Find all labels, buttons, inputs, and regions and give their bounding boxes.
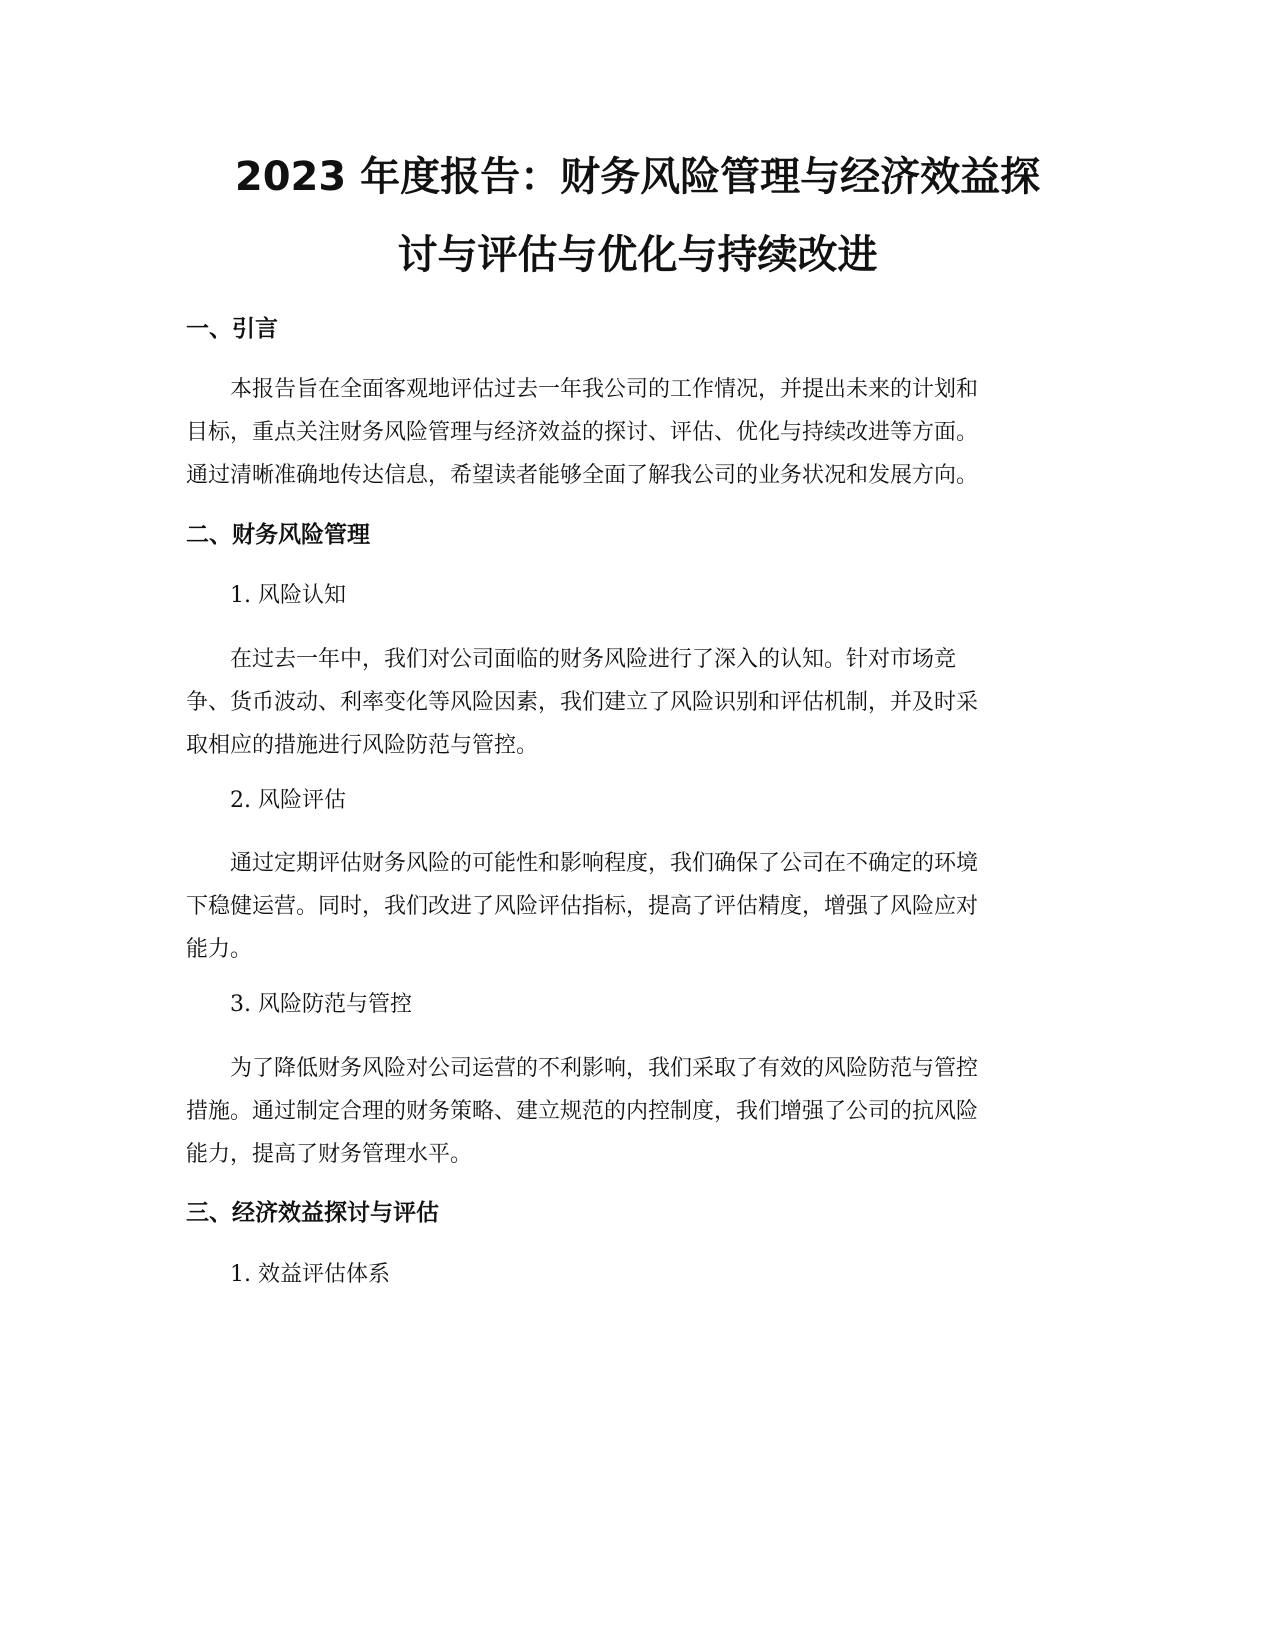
section-heading-economic-benefits: 三、经济效益探讨与评估 xyxy=(186,1200,439,1226)
subheading-risk-assessment: 2. 风险评估 xyxy=(230,788,346,813)
paragraph-line: 通过清晰准确地传达信息，希望读者能够全面了解我公司的业务状况和发展方向。 xyxy=(186,463,979,488)
paragraph-line: 通过定期评估财务风险的可能性和影响程度，我们确保了公司在不确定的环境 xyxy=(230,851,979,876)
section-heading-financial-risk: 二、财务风险管理 xyxy=(186,522,370,548)
subheading-benefit-evaluation-system: 1. 效益评估体系 xyxy=(230,1262,390,1287)
risk-awareness-paragraph xyxy=(186,638,1086,767)
paragraph-line: 取相应的措施进行风险防范与管控。 xyxy=(186,733,539,758)
paragraph-line: 措施。通过制定合理的财务策略、建立规范的内控制度，我们增强了公司的抗风险 xyxy=(186,1099,979,1124)
paragraph-line: 为了降低财务风险对公司运营的不利影响，我们采取了有效的风险防范与管控 xyxy=(230,1056,979,1081)
paragraph-line: 本报告旨在全面客观地评估过去一年我公司的工作情况，并提出未来的计划和 xyxy=(230,377,979,402)
paragraph-line: 目标，重点关注财务风险管理与经济效益的探讨、评估、优化与持续改进等方面。 xyxy=(186,420,979,445)
introduction-paragraph xyxy=(186,368,1086,497)
paragraph-line: 争、货币波动、利率变化等风险因素，我们建立了风险识别和评估机制，并及时采 xyxy=(186,690,979,715)
document-title-line-1: 2023 年度报告：财务风险管理与经济效益探 xyxy=(234,154,1041,200)
subheading-risk-awareness: 1. 风险认知 xyxy=(230,583,346,608)
subheading-risk-control: 3. 风险防范与管控 xyxy=(230,992,412,1017)
paragraph-line: 在过去一年中，我们对公司面临的财务风险进行了深入的认知。针对市场竞 xyxy=(230,647,957,672)
paragraph-line: 下稳健运营。同时，我们改进了风险评估指标，提高了评估精度，增强了风险应对 xyxy=(186,894,979,919)
document-title-line-2: 讨与评估与优化与持续改进 xyxy=(397,232,878,278)
document-title xyxy=(150,138,1125,294)
risk-control-paragraph xyxy=(186,1047,1086,1176)
section-heading-introduction: 一、引言 xyxy=(186,316,278,342)
paragraph-line: 能力。 xyxy=(186,937,253,962)
paragraph-line: 能力，提高了财务管理水平。 xyxy=(186,1142,473,1167)
risk-assessment-paragraph xyxy=(186,842,1086,971)
